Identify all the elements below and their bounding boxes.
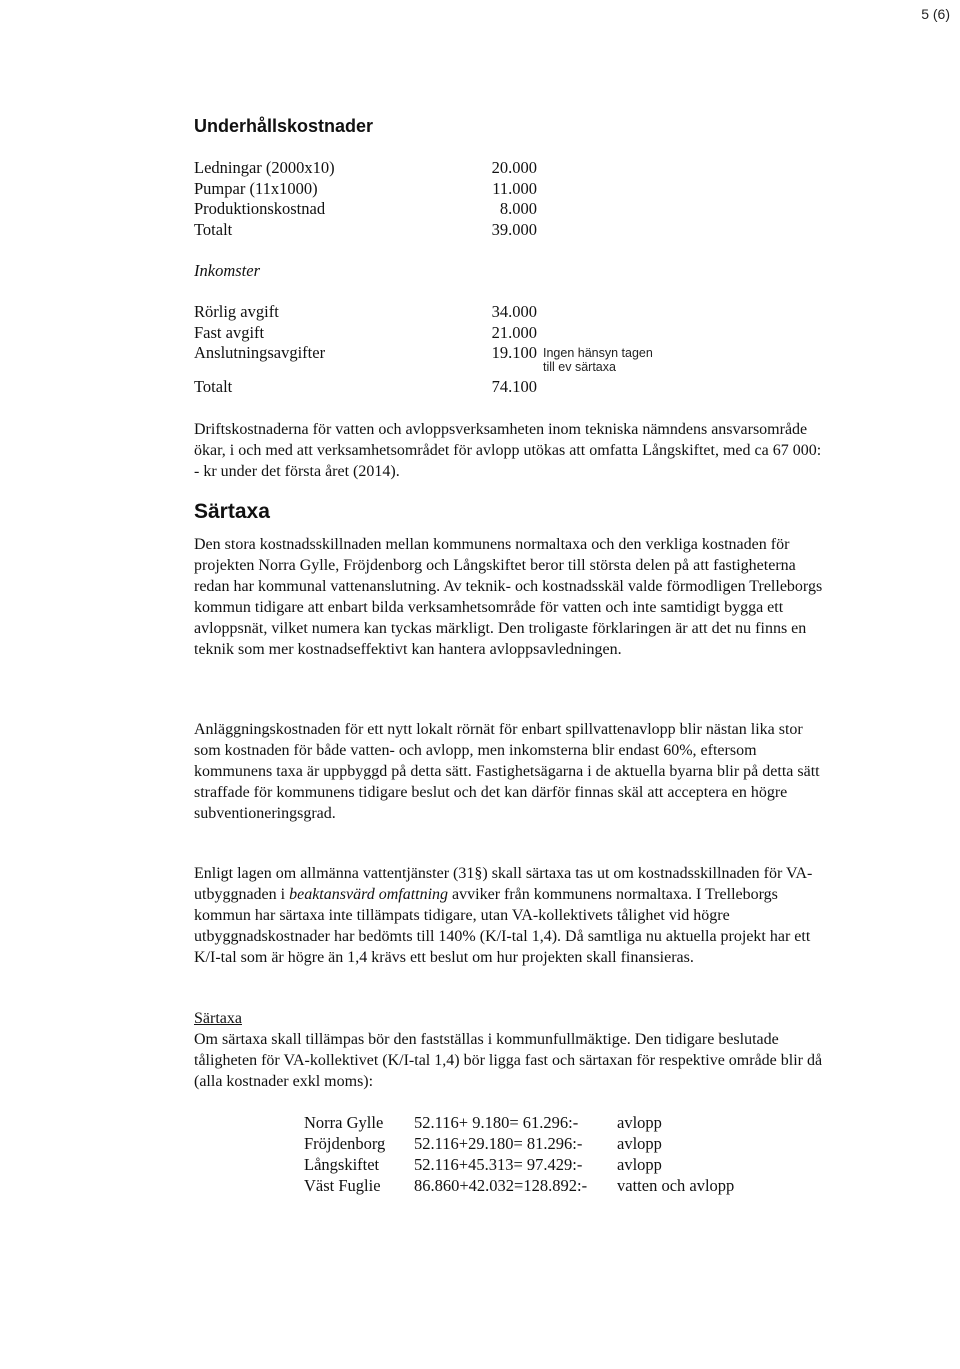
area-name: Väst Fuglie xyxy=(304,1176,381,1195)
area-name: Norra Gylle xyxy=(304,1113,384,1132)
income-heading: Inkomster xyxy=(194,261,260,280)
income-total-label: Totalt xyxy=(194,377,233,396)
income-label: Rörlig avgift xyxy=(194,302,279,321)
cost-label: Produktionskostnad xyxy=(194,199,326,218)
cost-amount: 39.000 xyxy=(491,219,537,239)
area-name: Långskiftet xyxy=(304,1155,380,1174)
income-label: Fast avgift xyxy=(194,322,265,342)
income-total-row xyxy=(194,377,537,398)
tax-row xyxy=(304,1175,734,1196)
tax-calculation: 86.860+42.032=128.892:- xyxy=(414,1176,588,1195)
income-amount: 19.100 xyxy=(491,343,537,362)
cost-label: Pumpar (11x1000) xyxy=(194,178,318,198)
special-tax-table xyxy=(304,1112,734,1196)
paragraph-text: Enligt lagen om allmänna vattentjänster (31§) skall särtaxa tas ut om kostnadsskillnaden för VA-utbyggnaden i xyxy=(194,865,813,903)
tax-calculation: 52.116+45.313= 97.429:- xyxy=(414,1155,583,1174)
page-number: 5 (6) xyxy=(921,6,950,22)
income-total-amount: 74.100 xyxy=(491,377,537,396)
maintenance-costs-heading: Underhållskostnader xyxy=(194,116,374,136)
income-amount: 34.000 xyxy=(491,302,537,321)
sartaxa-paragraph-3 xyxy=(194,863,824,968)
sartaxa-heading: Särtaxa xyxy=(194,500,270,523)
sartaxa-subsection xyxy=(194,1008,824,1092)
emphasized-text: beaktansvärd omfattning xyxy=(289,886,449,903)
service-type: avlopp xyxy=(617,1134,662,1153)
sartaxa-paragraph-1: Den stora kostnadsskillnaden mellan kommunens normaltaxa och den verkliga kostnaden för projekten Norra Gylle, Fröjdenborg och Långskiftet beror till största delen på att fastigheterna redan har kommunal vattenanslutning. Av teknik- och kostnadsskäl valde förmodligen Trelleborgs kommun tidigare att enbart bilda verksamhetsområde för vatten och inte samtidigt bygga ett avloppsnät, vilket numera kan tyckas märkligt. Den troligaste förklaringen är att det nu finns en teknik som mer kostnadseffektivt kan hantera avloppsavledningen. xyxy=(194,536,823,658)
note-line: Ingen hänsyn tagen xyxy=(543,346,653,360)
cost-amount: 8.000 xyxy=(499,199,537,218)
sartaxa-paragraph-2: Anläggningskostnaden för ett nytt lokalt rörnät för enbart spillvattenavlopp blir nästan lika stor som kostnaden för både vatten- och avlopp, men inkomsterna blir endast 60%, eftersom kommunens taxa är uppbyggd på detta sätt. Fastighetsägarna i de aktuella byarna blir på detta sätt straffade för kommunens tidigare beslut och det kan därför finnas skäl att acceptera en högre subventioneringsgrad. xyxy=(194,721,820,822)
cost-amount: 11.000 xyxy=(492,178,537,198)
cost-label: Ledningar (2000x10) xyxy=(194,158,335,177)
paragraph-text: avviker från kommunens normaltaxa. I Trelleborgs kommun har särtaxa inte tillämpats tidigare, utan VA-kollektivets tålighet vid högre utbyggnadskostnader har bedömts till 140% (K/I-tal 1,4). Då samtliga nu aktuella projekt har ett K/I-tal som är högre än 1,4 krävs ett beslut om hur projekten skall finansieras. xyxy=(194,886,811,966)
note-line: till ev särtaxa xyxy=(543,360,616,374)
service-type: avlopp xyxy=(617,1113,662,1132)
cost-amount: 20.000 xyxy=(491,158,537,177)
cost-label: Totalt xyxy=(194,219,233,239)
area-name: Fröjdenborg xyxy=(304,1134,386,1153)
service-type: vatten och avlopp xyxy=(617,1176,735,1195)
income-amount: 21.000 xyxy=(491,322,537,342)
tax-row xyxy=(304,1154,734,1175)
tax-calculation: 52.116+ 9.180= 61.296:- xyxy=(414,1113,579,1132)
sartaxa-subheading: Särtaxa xyxy=(194,1010,242,1027)
tax-calculation: 52.116+29.180= 81.296:- xyxy=(414,1134,583,1153)
tax-row xyxy=(304,1112,734,1133)
paragraph-text: Om särtaxa skall tillämpas bör den fastställas i kommunfullmäktige. Den tidigare beslutade tåligheten för VA-kollektivet (K/I-tal 1,4) bör ligga fast och särtaxan för respektive område blir då (alla kostnader exkl moms): xyxy=(194,1031,823,1090)
income-note xyxy=(543,346,653,374)
tax-row xyxy=(304,1133,734,1154)
service-type: avlopp xyxy=(617,1155,662,1174)
income-label: Anslutningsavgifter xyxy=(194,343,326,362)
operating-costs-paragraph: Driftskostnaderna för vatten och avloppsverksamheten inom tekniska nämndens ansvarsområde ökar, i och med att verksamhetsområdet för avlopp utökas att omfatta Långskiftet, med ca 67 000: - kr under det första året (2014). xyxy=(194,421,822,480)
